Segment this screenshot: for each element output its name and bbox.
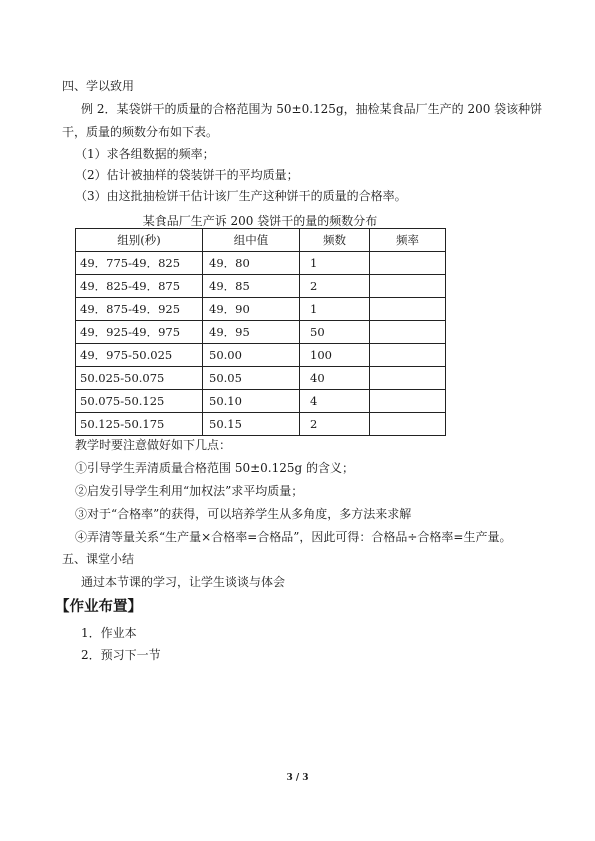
table-row [76,367,446,390]
header-rate: 频率 [370,229,446,252]
cell-frequency: 100 [300,344,370,367]
cell-rate [370,321,446,344]
cell-frequency: 50 [300,321,370,344]
table-row [76,344,446,367]
section5-text: 通过本节课的学习，让学生谈谈与体会 [81,575,286,589]
table-row [76,321,446,344]
header-frequency: 频数 [300,229,370,252]
cell-midpoint: 49．90 [203,298,300,321]
table-row [76,252,446,275]
cell-rate [370,298,446,321]
note-point-4: ④弄清等量关系“生产量×合格率=合格品”，因此可得：合格品÷合格率=生产量。 [75,530,512,544]
cell-rate [370,275,446,298]
homework-item-1: 1．作业本 [81,626,137,640]
cell-group: 49．775-49．825 [76,252,203,275]
table-row [76,413,446,436]
example-line-1: 例 2．某袋饼干的质量的合格范围为 50±0.125g，抽检某食品厂生产的 200 袋该种饼 [81,102,543,116]
cell-midpoint: 50.15 [203,413,300,436]
cell-frequency: 1 [300,298,370,321]
cell-frequency: 40 [300,367,370,390]
cell-frequency: 4 [300,390,370,413]
question-3: （3）由这批抽检饼干估计该厂生产这种饼干的质量的合格率。 [75,189,407,203]
cell-rate [370,390,446,413]
header-midpoint: 组中值 [203,229,300,252]
cell-rate [370,367,446,390]
table-row [76,275,446,298]
question-1: （1）求各组数据的频率； [75,147,215,161]
note-point-1: ①引导学生弄清质量合格范围 50±0.125g 的含义； [75,461,354,475]
cell-group: 50.075-50.125 [76,390,203,413]
cell-midpoint: 49．85 [203,275,300,298]
page-number: 3 / 3 [286,773,309,783]
example-line-2: 干，质量的频数分布如下表。 [62,125,219,139]
frequency-table [75,228,446,436]
question-2: （2）估计被抽样的袋装饼干的平均质量； [75,168,299,182]
cell-midpoint: 49．80 [203,252,300,275]
section5-title: 五、课堂小结 [62,552,135,566]
cell-frequency: 1 [300,252,370,275]
table-row [76,298,446,321]
cell-rate [370,252,446,275]
table-caption: 某食品厂生产诉 200 袋饼干的量的频数分布 [142,214,378,228]
section4-title: 四、学以致用 [62,79,135,93]
cell-frequency: 2 [300,275,370,298]
table-row [76,390,446,413]
homework-item-2: 2．预习下一节 [81,648,161,662]
cell-midpoint: 50.10 [203,390,300,413]
cell-midpoint: 50.05 [203,367,300,390]
cell-group: 49．875-49．925 [76,298,203,321]
note-point-3: ③对于“合格率”的获得，可以培养学生从多角度，多方法来求解 [75,507,412,521]
cell-group: 49．975-50.025 [76,344,203,367]
cell-midpoint: 49．95 [203,321,300,344]
cell-frequency: 2 [300,413,370,436]
cell-group: 49．925-49．975 [76,321,203,344]
homework-title: 【作业布置】 [55,599,142,615]
cell-rate [370,344,446,367]
cell-group: 49．825-49．875 [76,275,203,298]
cell-rate [370,413,446,436]
cell-midpoint: 50.00 [203,344,300,367]
notes-intro: 教学时要注意做好如下几点： [75,438,232,452]
header-group: 组别(秒) [76,229,203,252]
note-point-2: ②启发引导学生利用“加权法”求平均质量； [75,484,304,498]
cell-group: 50.125-50.175 [76,413,203,436]
table-header-row [76,229,446,252]
cell-group: 50.025-50.075 [76,367,203,390]
